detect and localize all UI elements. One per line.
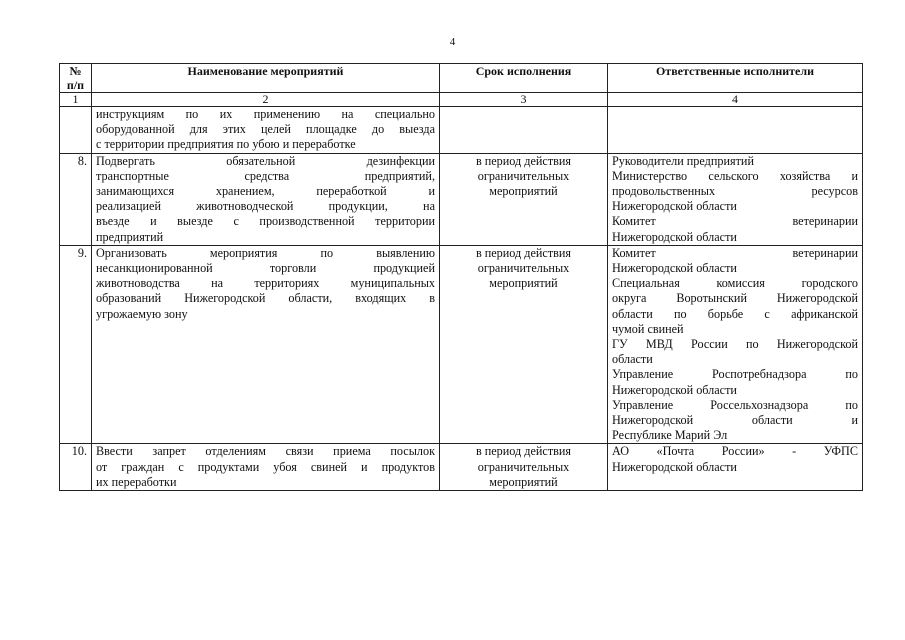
measure-name (92, 245, 440, 444)
responsible-line: Руководители предприятий (612, 153, 754, 168)
execution-term-line: ограничительных (477, 261, 570, 276)
execution-term-line: в период действия (475, 444, 572, 459)
header-name: Наименование мероприятий (92, 64, 440, 93)
responsible-line: Управление Россельхознадзора по (612, 397, 858, 412)
responsible-line: области (612, 352, 653, 367)
page-number: 4 (449, 36, 456, 48)
row-number: 9. (60, 245, 92, 444)
responsible-line: Нижегородской области (612, 229, 737, 244)
execution-term (440, 153, 608, 245)
measure-name-line: Подвергать обязательной дезинфекции (96, 153, 435, 168)
table-row (60, 245, 863, 444)
measure-name-line: инструкциям по их применению на специально (96, 107, 435, 121)
column-index: 2 (92, 93, 440, 107)
responsible-executors (608, 153, 863, 245)
row-number: 10. (60, 444, 92, 491)
execution-term-line: мероприятий (489, 184, 558, 199)
measure-name-line: оборудованной для этих целей площадке до выезда (96, 122, 435, 137)
execution-term-line: в период действия (475, 153, 572, 168)
column-index: 4 (608, 93, 863, 107)
column-index: 3 (440, 93, 608, 107)
measure-name-line: с территории предприятия по убою и переработке (96, 137, 356, 152)
responsible-line: Нижегородской области (612, 459, 737, 474)
execution-term-line: ограничительных (477, 459, 570, 474)
measure-name-line: реализацией животноводческой продукции, на (96, 199, 435, 214)
responsible-line: Комитет ветеринарии (612, 245, 858, 260)
measure-name-line: от граждан с продуктами убоя свиней и продуктов (96, 459, 435, 474)
execution-term-line: ограничительных (477, 168, 570, 183)
measure-name-line: животноводства на территориях муниципальных (96, 276, 435, 291)
measure-name-line: их переработки (96, 474, 177, 489)
execution-term-line: в период действия (475, 245, 572, 260)
responsible-line: области по борьбе с африканской (612, 306, 858, 321)
execution-term-line: мероприятий (489, 474, 558, 489)
responsible-line: чумой свиней (612, 321, 684, 336)
header-term: Срок исполнения (440, 64, 608, 93)
execution-term (440, 444, 608, 491)
responsible-line: Республике Марий Эл (612, 428, 728, 443)
responsible-line: Специальная комиссия городского (612, 276, 858, 291)
responsible-line: ГУ МВД России по Нижегородской (612, 337, 858, 352)
execution-term-line: мероприятий (489, 276, 558, 291)
header-row (60, 64, 863, 93)
responsible-executors (608, 245, 863, 444)
header-number: № п/п (60, 64, 92, 93)
row-number: 8. (60, 153, 92, 245)
responsible-executors (608, 107, 863, 154)
measures-table (59, 63, 863, 491)
table-row (60, 444, 863, 491)
row-number (60, 107, 92, 154)
responsible-line: Нижегородской области (612, 199, 737, 214)
execution-term (440, 107, 608, 154)
column-index-row (60, 93, 863, 107)
responsible-line: Комитет ветеринарии (612, 214, 858, 229)
responsible-line: Управление Роспотребнадзора по (612, 367, 858, 382)
measure-name-line: Ввести запрет отделениям связи приема посылок (96, 444, 435, 459)
responsible-line: Нижегородской области и (612, 413, 858, 428)
measure-name-line: несанкционированной торговли продукцией (96, 261, 435, 276)
responsible-line: Нижегородской области (612, 382, 737, 397)
table-row (60, 107, 863, 154)
measure-name (92, 444, 440, 491)
table-row (60, 153, 863, 245)
header-responsible: Ответственные исполнители (608, 64, 863, 93)
measure-name-line: Организовать мероприятия по выявлению (96, 245, 435, 260)
measure-name-line: транспортные средства предприятий, (96, 168, 435, 183)
responsible-line: Министерство сельского хозяйства и (612, 168, 858, 183)
responsible-line: АО «Почта России» - УФПС (612, 444, 858, 459)
responsible-line: округа Воротынский Нижегородской (612, 291, 858, 306)
measure-name-line: въезде и выезде с производственной территории (96, 214, 435, 229)
responsible-line: продовольственных ресурсов (612, 184, 858, 199)
responsible-executors (608, 444, 863, 491)
measure-name (92, 107, 440, 154)
measure-name (92, 153, 440, 245)
responsible-line: Нижегородской области (612, 261, 737, 276)
measure-name-line: предприятий (96, 229, 164, 244)
measure-name-line: образований Нижегородской области, входящих в (96, 291, 435, 306)
measure-name-line: занимающихся хранением, переработкой и (96, 184, 435, 199)
measure-name-line: угрожаемую зону (96, 306, 188, 321)
execution-term (440, 245, 608, 444)
column-index: 1 (60, 93, 92, 107)
